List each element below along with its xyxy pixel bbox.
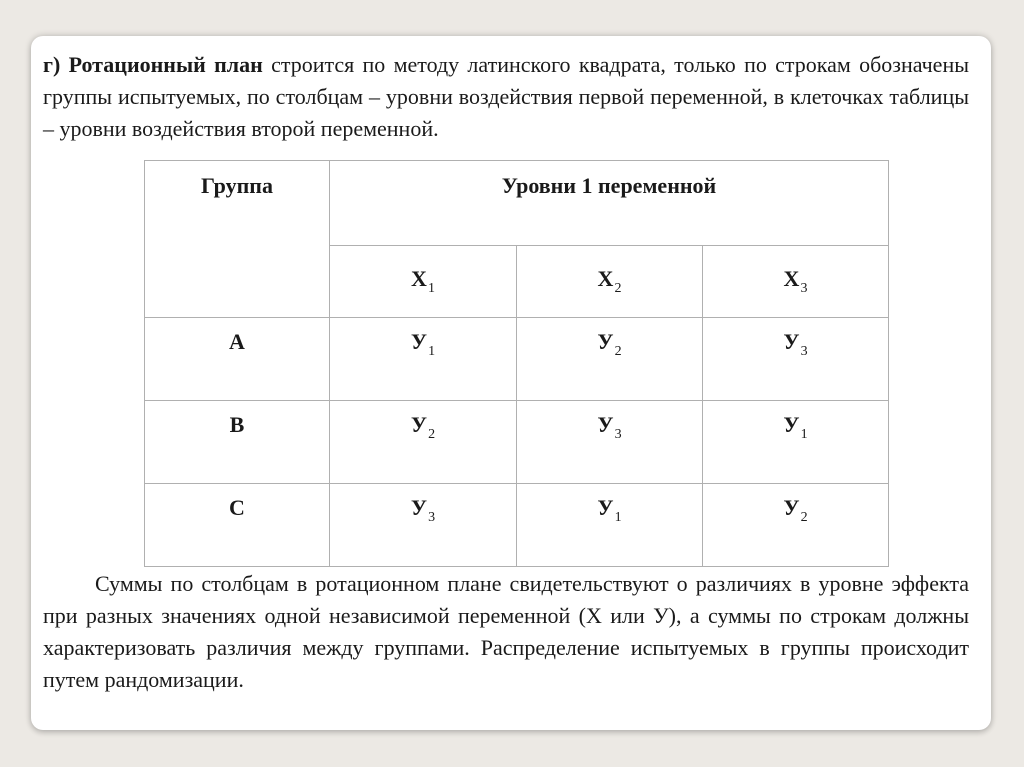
table-cell bbox=[517, 401, 703, 484]
table-cell bbox=[517, 318, 703, 401]
table-row-a bbox=[145, 318, 889, 401]
table-cell bbox=[703, 484, 889, 567]
group-header: Группа bbox=[145, 161, 330, 318]
cell-index: 1 bbox=[428, 344, 436, 359]
cell-letter: У bbox=[597, 495, 614, 520]
cell-letter: У bbox=[783, 329, 800, 354]
intro-paragraph bbox=[43, 49, 969, 145]
cell-letter: У bbox=[597, 329, 614, 354]
cell-letter: У bbox=[783, 412, 800, 437]
levels-header: Уровни 1 переменной bbox=[330, 161, 889, 246]
summary-paragraph: Суммы по столбцам в ротационном плане свидетельствуют о различиях в уровне эффекта при разных значениях одной независимой переменной (Х или У), а суммы по строкам должны характеризовать различия между группами. Распределение испытуемых в группы происходит путем рандомизации. bbox=[43, 571, 969, 692]
cell-letter: У bbox=[783, 495, 800, 520]
cell-letter: У bbox=[410, 329, 428, 354]
table-cell bbox=[330, 484, 517, 567]
x-level-index: 3 bbox=[800, 281, 808, 296]
group-label: А bbox=[145, 318, 330, 401]
table-row-c bbox=[145, 484, 889, 567]
intro-bold-lead: г) Ротационный план bbox=[43, 52, 263, 77]
x-level-index: 1 bbox=[427, 281, 435, 296]
cell-index: 1 bbox=[614, 510, 622, 525]
x-level-3 bbox=[703, 246, 889, 318]
cell-letter: У bbox=[597, 412, 614, 437]
table-cell bbox=[703, 318, 889, 401]
group-label: В bbox=[145, 401, 330, 484]
table-cell bbox=[517, 484, 703, 567]
cell-index: 3 bbox=[428, 510, 436, 525]
table-cell bbox=[703, 401, 889, 484]
x-level-index: 2 bbox=[614, 281, 622, 296]
slide bbox=[31, 36, 991, 730]
cell-letter: У bbox=[410, 412, 428, 437]
x-level-letter: Х bbox=[597, 266, 614, 291]
cell-index: 2 bbox=[428, 427, 436, 442]
cell-index: 1 bbox=[800, 427, 808, 442]
cell-index: 2 bbox=[614, 344, 622, 359]
group-label: С bbox=[145, 484, 330, 567]
rotation-plan-table bbox=[144, 160, 889, 567]
table-cell bbox=[330, 318, 517, 401]
x-level-letter: Х bbox=[411, 266, 427, 291]
cell-index: 2 bbox=[800, 510, 808, 525]
intro-text: строится по методу латинского квадрата, только по строкам обозначены группы испытуемых, по столбцам – уровни воздействия первой переменной, в клеточках таблицы – уровни воздействия второй переменной. bbox=[43, 52, 969, 141]
cell-letter: У bbox=[410, 495, 428, 520]
x-level-letter: Х bbox=[783, 266, 800, 291]
cell-index: 3 bbox=[614, 427, 622, 442]
x-level-1 bbox=[330, 246, 517, 318]
x-level-2 bbox=[517, 246, 703, 318]
table-cell bbox=[330, 401, 517, 484]
table-row-b bbox=[145, 401, 889, 484]
cell-index: 3 bbox=[800, 344, 808, 359]
